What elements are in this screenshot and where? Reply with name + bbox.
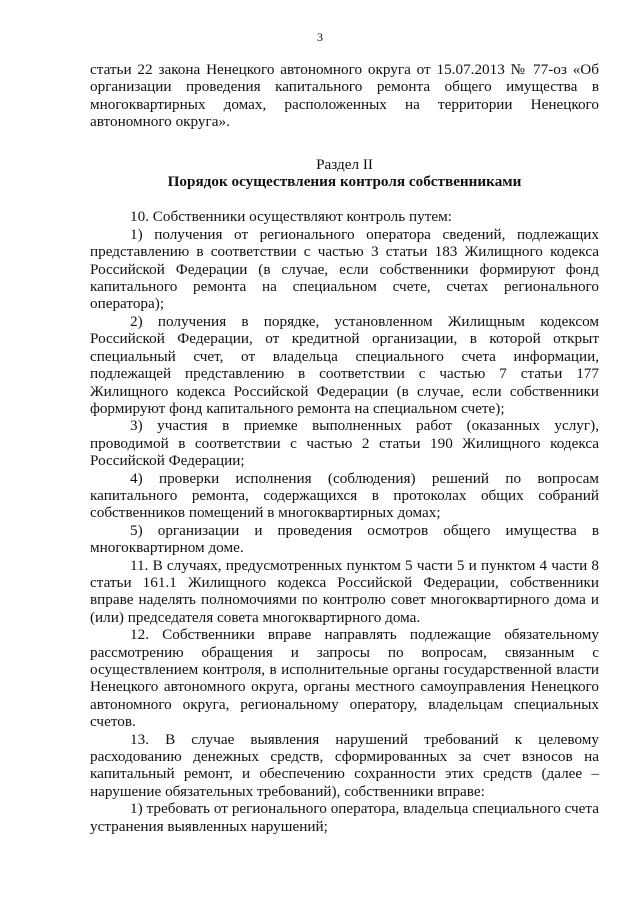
- paragraph-10-item-3: 3) участия в приемке выполненных работ (оказанных услуг), проводимой в соответствии с частью 2 статьи 190 Жилищного кодекса Российской Федерации;: [90, 417, 599, 470]
- paragraph-10-item-5: 5) организации и проведения осмотров общего имущества в многоквартирном доме.: [90, 521, 599, 557]
- document-body: [90, 61, 599, 835]
- paragraph-10-item-2: 2) получения в порядке, установленном Жилищным кодексом Российской Федерации, от кредитной организации, в которой открыт специальный счет, от владельца специального счета информации, подлежащей представлению в соответствии с частью 7 статьи 177 Жилищного кодекса Российской Федерации (в случае, если собственники формируют фонд капитального ремонта на специальном счете);: [90, 312, 599, 417]
- page-number: 3: [317, 30, 323, 44]
- paragraph-10: 10. Собственники осуществляют контроль путем:: [130, 208, 452, 226]
- paragraph-13-item-1: 1) требовать от регионального оператора, владельца специального счета устранения выявленных нарушений;: [90, 800, 599, 835]
- section-title: Порядок осуществления контроля собственниками: [167, 173, 522, 191]
- section-heading: Раздел II: [316, 155, 373, 173]
- paragraph-11: 11. В случаях, предусмотренных пунктом 5 части 5 и пунктом 4 части 8 статьи 161.1 Жилищного кодекса Российской Федерации, собственники вправе наделять полномочиями по контролю совет многоквартирного дома и (или) председателя совета многоквартирного дома.: [90, 556, 599, 626]
- paragraph-10-item-1: 1) получения от регионального оператора сведений, подлежащих представлению в соответствии с частью 3 статьи 183 Жилищного кодекса Российской Федерации (в случае, если собственники формируют фонд капитального ремонта на специальном счете, счетах регионального оператора);: [90, 225, 599, 313]
- paragraph-10-item-4: 4) проверки исполнения (соблюдения) решений по вопросам капитального ремонта, содержащихся в протоколах общих собраний собственников помещений в многоквартирных домах;: [90, 469, 599, 522]
- paragraph-12: 12. Собственники вправе направлять подлежащие обязательному рассмотрению обращения и запросы по вопросам, связанным с осуществлением контроля, в исполнительные органы государственной власти Ненецкого автономного округа, органы местного самоуправления Ненецкого автономного округа, региональному оператору, владельцам специальных счетов.: [90, 626, 599, 731]
- intro-paragraph: статьи 22 закона Ненецкого автономного округа от 15.07.2013 № 77-оз «Об организации проведения капитального ремонта общего имущества в многоквартирных домах, расположенных на территории Ненецкого автономного округа».: [90, 61, 599, 131]
- paragraph-13: 13. В случае выявления нарушений требований к целевому расходованию денежных средств, сформированных за счет взносов на капитальный ремонт, и обеспечению сохранности этих средств (далее – нарушение обязательных требований), собственники вправе:: [90, 730, 599, 800]
